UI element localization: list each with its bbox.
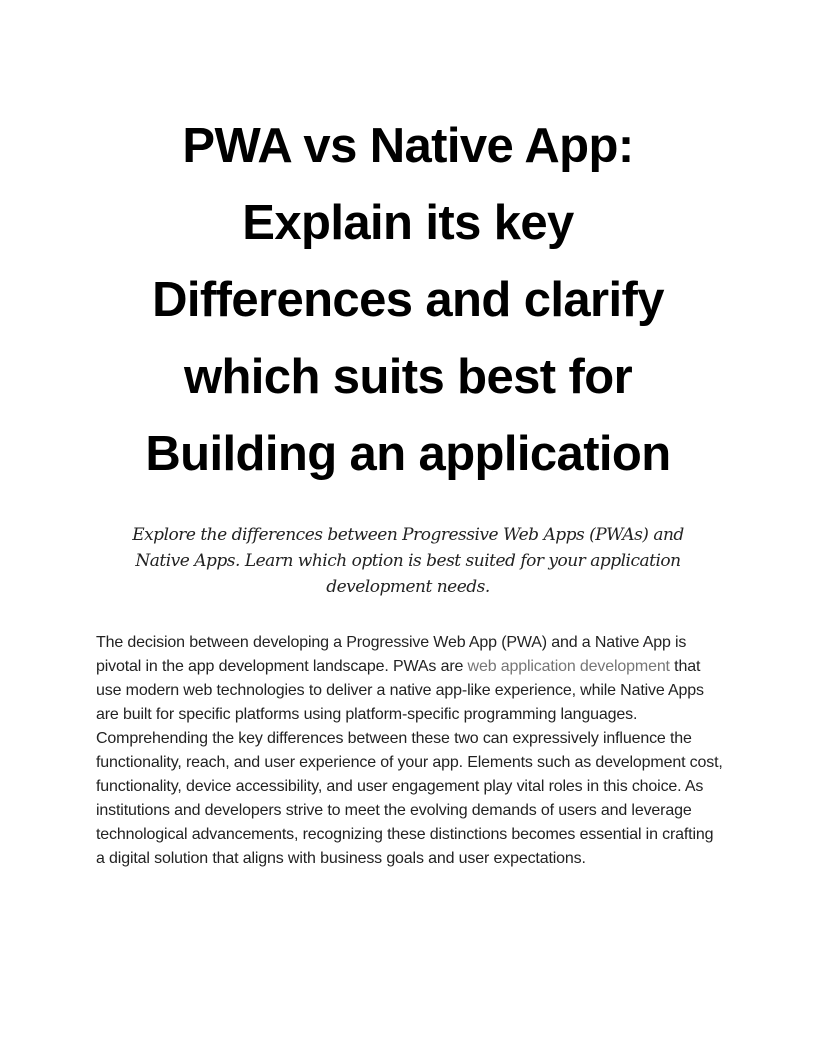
- title-line: Building an application: [145, 427, 671, 481]
- subtitle-line: development needs.: [326, 577, 490, 597]
- subtitle-line: Native Apps. Learn which option is best suited for your application: [135, 551, 681, 571]
- paragraph-text-before-link: The decision between developing a Progressive Web App (PWA) and a Native App is pivotal in the app development landscape. PWAs are: [96, 634, 687, 675]
- title-line: which suits best for: [183, 350, 633, 404]
- subtitle-line: Explore the differences between Progressive Web Apps (PWAs) and: [132, 525, 684, 545]
- document-subtitle: [96, 522, 720, 600]
- intro-paragraph: [96, 631, 726, 871]
- title-line: Explain its key: [242, 196, 574, 250]
- document-title: [96, 108, 720, 493]
- web-application-development-link[interactable]: web application development: [467, 658, 670, 675]
- paragraph-text-after-link: that use modern web technologies to deliver a native app-like experience, while Native Apps are built for specific platforms using platform-specific programming languages. Comprehending the key differences between these two can expressively influence the functionality, reach, and user experience of your app. Elements such as development cost, functionality, device accessibility, and user engagement play vital roles in this choice. As institutions and developers strive to meet the evolving demands of users and leverage technological advancements, recognizing these distinctions becomes essential in crafting a digital solution that aligns with business goals and user expectations.: [96, 658, 723, 867]
- title-line: PWA vs Native App:: [182, 119, 634, 173]
- title-line: Differences and clarify: [152, 273, 664, 327]
